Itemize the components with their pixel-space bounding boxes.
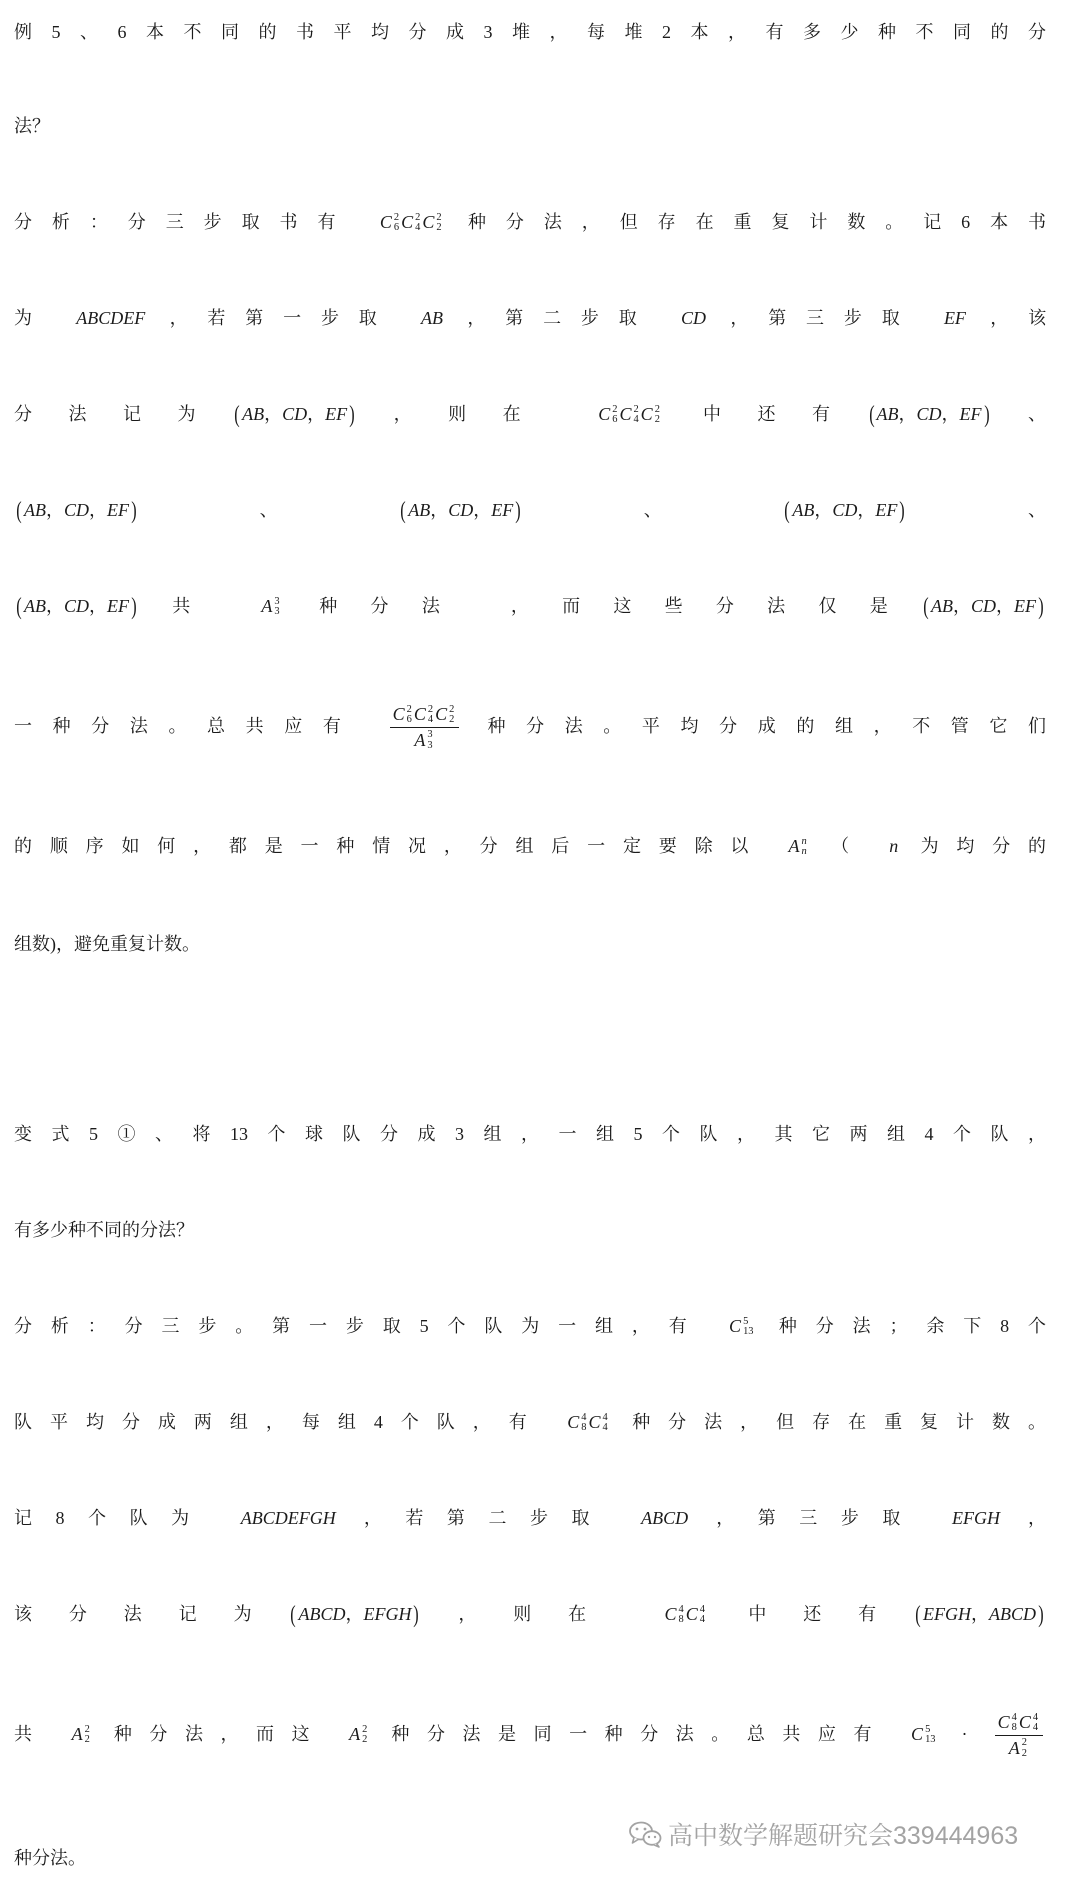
text-run: 分析：分三步。第一步取5个队为一组，有: [14, 1316, 706, 1336]
close-paren: ): [413, 1600, 420, 1628]
fraction-numerator: [995, 1713, 1043, 1733]
symbol-letter: C: [664, 1604, 677, 1624]
superscript: 2: [436, 211, 442, 223]
tuple-item: ABCD: [298, 1604, 346, 1624]
text-run: 种分法；余下8个: [778, 1316, 1046, 1336]
text-line: [14, 576, 1046, 636]
symbol-letter: C: [392, 704, 405, 725]
script-stack: [427, 730, 432, 750]
text-run: （: [831, 836, 867, 856]
tuple-separator: ，: [996, 596, 1014, 616]
text-run: 分析：分三步取书有: [14, 212, 356, 232]
symbol-letter: C: [435, 704, 448, 725]
text-run: 一种分法。总共应有: [14, 716, 362, 736]
subscript: 6: [393, 221, 400, 233]
math-variable: AB: [421, 308, 444, 328]
math-symbol: [588, 1413, 607, 1433]
superscript: 4: [678, 1603, 684, 1615]
tuple-item: EF: [107, 500, 130, 520]
text-line: [14, 1104, 1046, 1164]
math-symbol: [414, 730, 432, 750]
open-paren: (: [290, 1600, 297, 1628]
tuple-separator: ，: [264, 404, 283, 424]
subscript: 2: [84, 1733, 90, 1745]
fraction-denominator: [411, 730, 437, 750]
text-line: [14, 816, 1046, 876]
fraction-bar: [995, 1735, 1043, 1736]
subscript: 4: [699, 1613, 705, 1625]
fraction: [390, 705, 460, 751]
tuple-separator: ，: [430, 500, 449, 520]
superscript: 2: [633, 403, 639, 415]
text-line: [14, 288, 1046, 348]
math-expression: [911, 1684, 937, 1784]
math-symbol: [349, 1725, 367, 1745]
subscript: 2: [436, 221, 442, 233]
script-stack: [436, 213, 441, 233]
script-stack: [925, 1725, 935, 1745]
tuple-item: AB: [792, 500, 815, 520]
superscript: 4: [699, 1603, 705, 1615]
tuple-item: AB: [930, 596, 953, 616]
math-symbol: [789, 837, 807, 857]
text-run: 为均分的: [920, 836, 1046, 856]
superscript: 3: [427, 729, 433, 741]
math-expression: [729, 1296, 755, 1356]
text-run: ，若第一步取: [169, 308, 397, 328]
tuple-item: EF: [491, 500, 514, 520]
tuple-item: EF: [107, 596, 130, 616]
close-paren: ): [899, 496, 906, 524]
tuple-separator: ，: [89, 500, 108, 520]
script-stack: [428, 705, 433, 725]
math-symbol: [567, 1413, 586, 1433]
symbol-letter: C: [1018, 1712, 1031, 1733]
close-paren: ): [349, 400, 355, 428]
tuple-item: AB: [24, 596, 46, 616]
close-paren: ): [1038, 1600, 1044, 1628]
text-run: 为: [14, 308, 52, 328]
tuple-item: EFGH: [923, 1604, 972, 1624]
script-stack: [85, 1725, 90, 1745]
subscript: 8: [581, 1421, 587, 1433]
math-symbol: [1009, 1738, 1027, 1758]
text-run: ，第二步取: [467, 308, 657, 328]
text-run: ，则在: [421, 1604, 624, 1624]
symbol-letter: C: [911, 1724, 924, 1744]
tuple-separator: ，: [814, 500, 833, 520]
math-symbol: [435, 705, 454, 725]
superscript: 2: [84, 1723, 90, 1735]
superscript: 2: [654, 403, 660, 415]
tuple-item: CD: [64, 500, 90, 520]
script-stack: [581, 1413, 586, 1433]
superscript: 2: [415, 211, 421, 223]
math-symbol: [401, 213, 420, 233]
fraction: [995, 1713, 1043, 1759]
text-run: 种分法。: [14, 1848, 86, 1868]
subscript: 4: [1032, 1722, 1039, 1734]
tuple-item: AB: [24, 500, 46, 520]
text-run: ，则在: [357, 404, 558, 424]
text-run: 组数)，避免重复计数。: [14, 934, 200, 954]
symbol-letter: A: [71, 1724, 83, 1744]
subscript: 2: [449, 714, 455, 726]
open-paren: (: [923, 592, 929, 620]
superscript: 2: [406, 703, 412, 715]
tuple: [913, 1584, 1046, 1644]
wechat-icon: [628, 1820, 662, 1848]
tuple: [14, 576, 139, 636]
text-line: [14, 1392, 1046, 1452]
fraction-denominator: [1006, 1738, 1032, 1758]
text-run: 法？: [14, 116, 50, 136]
script-stack: [415, 213, 420, 233]
subscript: 3: [274, 605, 280, 617]
tuple-item: CD: [832, 500, 858, 520]
superscript: 5: [743, 1315, 749, 1327]
subscript: 4: [633, 413, 639, 425]
tuple: [782, 480, 907, 540]
tuple-separator: ，: [345, 1604, 364, 1624]
watermark-text: 高中数学解题研究会339444963: [668, 1822, 1019, 1850]
text-line: [14, 480, 1046, 540]
script-stack: [633, 405, 638, 425]
text-run: 种分法，但存在重复计数。记6本书: [468, 212, 1046, 232]
close-paren: ): [983, 400, 990, 428]
script-stack: [655, 405, 660, 425]
subscript: 13: [925, 1733, 936, 1745]
subscript: 2: [1021, 1747, 1027, 1759]
fraction-numerator: [390, 705, 460, 725]
fraction-bar: [390, 727, 460, 728]
close-paren: ): [131, 592, 137, 620]
symbol-letter: C: [401, 212, 414, 232]
superscript: 2: [362, 1723, 368, 1735]
symbol-letter: C: [619, 404, 632, 424]
text-run: 记8个队为: [14, 1508, 213, 1528]
math-expression: [567, 1392, 609, 1452]
tuple-separator: ，: [941, 404, 960, 424]
text-run: 变式5①、将13个球队分成3组，一组5个队，其它两组4个队，: [14, 1124, 1046, 1144]
text-run: ，: [1028, 1508, 1046, 1528]
math-variable: EFGH: [951, 1508, 1000, 1528]
close-paren: ): [131, 496, 137, 524]
tuple-separator: ，: [857, 500, 876, 520]
open-paren: (: [16, 496, 22, 524]
subscript: 3: [427, 739, 433, 751]
script-stack: [602, 1413, 607, 1433]
open-paren: (: [784, 496, 791, 524]
text-line: [14, 96, 1046, 156]
text-line: [14, 676, 1046, 776]
symbol-letter: A: [1008, 1737, 1020, 1758]
text-line: [14, 1488, 1046, 1548]
script-stack: [407, 705, 412, 725]
symbol-letter: C: [640, 404, 653, 424]
text-line: [14, 1296, 1046, 1356]
math-expression: [349, 1684, 369, 1784]
script-stack: [700, 1605, 705, 1625]
superscript: 2: [427, 703, 434, 715]
text-run: 种分法是同一种分法。总共应有: [391, 1724, 889, 1744]
math-variable: ABCD: [641, 1508, 689, 1528]
tuple: [288, 1584, 421, 1644]
math-symbol: [393, 705, 412, 725]
math-symbol: [422, 213, 441, 233]
superscript: 4: [1011, 1711, 1017, 1723]
math-symbol: [911, 1725, 935, 1745]
superscript: 5: [925, 1723, 931, 1735]
symbol-letter: C: [422, 212, 435, 232]
text-run: 、: [523, 500, 783, 520]
tuple: [398, 480, 523, 540]
math-expression: [72, 1684, 92, 1784]
math-expression: [789, 816, 809, 876]
math-expression: [261, 576, 281, 636]
script-stack: [1033, 1713, 1038, 1733]
subscript: 6: [612, 413, 618, 425]
script-stack: [449, 705, 454, 725]
subscript: 4: [602, 1421, 608, 1433]
tuple-item: EF: [325, 404, 348, 424]
close-paren: ): [1038, 592, 1044, 620]
symbol-letter: C: [729, 1316, 742, 1336]
tuple-item: CD: [64, 596, 90, 616]
text-run: 、: [139, 500, 399, 520]
tuple-separator: ，: [46, 500, 64, 520]
math-expression: [664, 1584, 706, 1644]
text-run: 种分法 ，而这些分法仅是: [319, 596, 921, 616]
math-symbol: [619, 405, 638, 425]
math-variable: n: [889, 836, 899, 856]
tuple-separator: ，: [89, 596, 108, 616]
text-run: 种分法，但存在重复计数。: [632, 1412, 1046, 1432]
superscript: 2: [1021, 1737, 1027, 1749]
text-line: [14, 914, 1046, 974]
math-symbol: [261, 597, 279, 617]
text-run: ，若第二步取: [363, 1508, 614, 1528]
superscript: 2: [449, 703, 455, 715]
math-symbol: [641, 405, 660, 425]
text-run: 共: [139, 596, 224, 616]
subscript: 8: [678, 1613, 684, 1625]
text-run: 中还有: [702, 404, 867, 424]
tuple-separator: ，: [971, 1604, 990, 1624]
tuple-separator: ，: [307, 404, 326, 424]
script-stack: [679, 1605, 684, 1625]
math-variable: CD: [680, 308, 706, 328]
subscript: 2: [654, 413, 660, 425]
superscript: 4: [581, 1411, 587, 1423]
tuple-item: EF: [959, 404, 982, 424]
tuple-item: AB: [408, 500, 431, 520]
tuple-item: ABCD: [989, 1604, 1037, 1624]
tuple-item: AB: [876, 404, 899, 424]
tuple-item: CD: [448, 500, 474, 520]
open-paren: (: [234, 400, 240, 428]
subscript: 4: [427, 714, 434, 726]
math-expression: [598, 384, 662, 444]
tuple-separator: ，: [46, 596, 64, 616]
text-run: ，第三步取: [730, 308, 920, 328]
text-line: [14, 2, 1046, 62]
tuple: [921, 576, 1046, 636]
text-run: 分法记为: [14, 404, 233, 424]
text-run: 的顺序如何，都是一种情况，分组后一定要除以: [14, 836, 767, 856]
subscript: 8: [1011, 1722, 1017, 1734]
script-stack: [612, 405, 617, 425]
text-run: 中还有: [748, 1604, 914, 1624]
symbol-letter: C: [413, 704, 426, 725]
script-stack: [802, 837, 807, 857]
math-symbol: [729, 1317, 753, 1337]
subscript: n: [801, 845, 807, 857]
script-stack: [1012, 1713, 1017, 1733]
script-stack: [743, 1317, 753, 1337]
superscript: 3: [274, 595, 280, 607]
tuple-item: EF: [875, 500, 898, 520]
math-symbol: [1019, 1713, 1038, 1733]
script-stack: [1022, 1738, 1027, 1758]
text-run: 例5、6本不同的书平均分成3堆，每堆2本，有多少种不同的分: [14, 22, 1046, 42]
script-stack: [362, 1725, 367, 1745]
symbol-letter: A: [261, 596, 273, 616]
symbol-letter: A: [349, 1724, 361, 1744]
symbol-letter: C: [685, 1604, 698, 1624]
symbol-letter: C: [379, 212, 392, 232]
script-stack: [274, 597, 279, 617]
text-line: [14, 1584, 1046, 1644]
tuple-separator: ，: [952, 596, 971, 616]
watermark: [628, 1816, 1018, 1852]
tuple: [14, 480, 139, 540]
text-run: ，第三步取: [716, 1508, 924, 1528]
open-paren: (: [400, 496, 406, 524]
tuple-item: EFGH: [363, 1604, 412, 1624]
open-paren: (: [915, 1600, 921, 1628]
math-symbol: [72, 1725, 90, 1745]
math-symbol: [998, 1713, 1017, 1733]
text-run: 、: [991, 404, 1046, 424]
math-variable: ABCDEFGH: [240, 1508, 336, 1528]
text-line: [14, 192, 1046, 252]
tuple-item: CD: [916, 404, 942, 424]
tuple: [867, 384, 992, 444]
tuple-item: AB: [242, 404, 265, 424]
subscript: 2: [362, 1733, 368, 1745]
math-symbol: [686, 1605, 705, 1625]
superscript: 4: [1032, 1711, 1039, 1723]
math-variable: ABCDEF: [76, 308, 146, 328]
text-run: 共: [14, 1724, 50, 1744]
text-run: 种分法，而这: [113, 1724, 328, 1744]
symbol-letter: C: [997, 1712, 1010, 1733]
text-run: 有多少种不同的分法？: [14, 1220, 194, 1240]
text-line: [14, 1684, 1046, 1784]
text-run: 、: [907, 500, 1046, 520]
symbol-letter: C: [567, 1412, 580, 1432]
math-symbol: [664, 1605, 683, 1625]
text-run: 队平均分成两组，每组4个队，有: [14, 1412, 545, 1432]
tuple-item: CD: [282, 404, 308, 424]
symbol-letter: A: [414, 729, 426, 750]
subscript: 4: [415, 221, 421, 233]
close-paren: ): [515, 496, 521, 524]
superscript: n: [801, 835, 807, 847]
symbol-letter: A: [788, 836, 800, 856]
script-stack: [394, 213, 399, 233]
math-expression: [380, 192, 444, 252]
symbol-letter: C: [588, 1412, 601, 1432]
subscript: 6: [406, 714, 412, 726]
tuple-separator: ，: [473, 500, 492, 520]
tuple-item: EF: [1014, 596, 1036, 616]
subscript: 13: [743, 1325, 754, 1337]
tuple-item: CD: [970, 596, 996, 616]
tuple-separator: ，: [898, 404, 917, 424]
superscript: 4: [602, 1411, 608, 1423]
text-run: 该分法记为: [14, 1604, 289, 1624]
open-paren: (: [16, 592, 22, 620]
math-symbol: [380, 213, 399, 233]
text-run: 种分法。平均分成的组，不管它们: [487, 716, 1046, 736]
text-line: [14, 1200, 1046, 1260]
math-symbol: [414, 705, 433, 725]
math-symbol: [598, 405, 617, 425]
tuple: [232, 384, 357, 444]
superscript: 2: [612, 403, 618, 415]
symbol-letter: C: [598, 404, 611, 424]
superscript: 2: [393, 211, 400, 223]
text-run: ，该: [990, 308, 1046, 328]
math-operator: ·: [961, 1724, 968, 1744]
text-line: [14, 384, 1046, 444]
math-variable: EF: [943, 308, 966, 328]
open-paren: (: [868, 400, 875, 428]
